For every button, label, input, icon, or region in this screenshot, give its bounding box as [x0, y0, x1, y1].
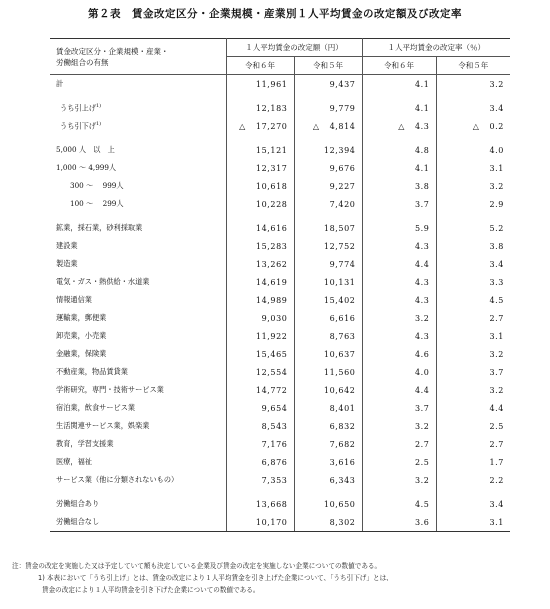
amount-group-header: １人平均賃金の改定額（円） — [226, 39, 362, 57]
cell-value: 3.2 — [489, 79, 504, 89]
wage-revision-table — [50, 38, 510, 532]
cell-value: 2.7 — [489, 313, 504, 323]
rate-r5-header: 令和５年 — [436, 57, 510, 75]
cell-value: 8,302 — [329, 517, 356, 527]
cell-a6 — [226, 513, 294, 532]
cell-value: 7,682 — [329, 439, 356, 449]
table-row — [50, 495, 510, 513]
cell-a5 — [294, 195, 362, 213]
cell-a5 — [294, 435, 362, 453]
cell-value: 12,752 — [323, 241, 356, 251]
amount-r6-header: 令和６年 — [226, 57, 294, 75]
cell-a6 — [226, 255, 294, 273]
cell-r5 — [436, 141, 510, 159]
note-line-3: 賃金の改定により１人平均賃金を引き下げた企業についての数値である。 — [42, 586, 260, 594]
cell-a5 — [294, 273, 362, 291]
cell-r5 — [436, 219, 510, 237]
cell-value: 3.8 — [414, 181, 430, 191]
cell-value: 14,989 — [255, 295, 288, 305]
cell-value: 2.5 — [414, 457, 430, 467]
cell-a6 — [226, 381, 294, 399]
cell-r6 — [362, 159, 436, 177]
cell-r6 — [362, 327, 436, 345]
cell-value: 4.5 — [414, 499, 430, 509]
cell-value: 1.7 — [489, 457, 504, 467]
cell-r5 — [436, 99, 510, 117]
cell-r5 — [436, 453, 510, 471]
table-row — [50, 453, 510, 471]
cell-value: 2.5 — [489, 421, 504, 431]
cell-a5 — [294, 117, 362, 135]
cell-value: 15,465 — [255, 349, 288, 359]
row-label: 建設業 — [56, 241, 78, 250]
table-row — [50, 75, 510, 94]
row-label: 計 — [56, 79, 64, 88]
cell-value: 3,616 — [329, 457, 356, 467]
row-label: 金融業，保険業 — [56, 349, 107, 358]
cell-value: 4.4 — [489, 403, 504, 413]
cell-a6 — [226, 273, 294, 291]
cell-value: 10,228 — [255, 199, 288, 209]
cell-value: 4.1 — [414, 103, 430, 113]
cell-value: 4.3 — [414, 241, 430, 251]
cell-r5 — [436, 417, 510, 435]
cell-value: 0.2 — [489, 121, 504, 131]
cell-value: 4.3 — [414, 121, 430, 131]
cell-r6 — [362, 345, 436, 363]
cell-r5 — [436, 177, 510, 195]
table-row — [50, 291, 510, 309]
cell-value: 3.1 — [489, 331, 504, 341]
table-row — [50, 195, 510, 213]
cell-a5 — [294, 345, 362, 363]
row-label: うち引下げ$^{1)}$ — [60, 120, 102, 131]
stub-header — [50, 39, 226, 75]
cell-a6 — [226, 453, 294, 471]
cell-a5 — [294, 513, 362, 532]
cell-a5 — [294, 327, 362, 345]
note-line-2: 1) 本表において「うち引上げ」とは、賃金の改定により１人平均賃金を引き上げた企業について、「うち引下げ」とは、 — [38, 574, 393, 582]
cell-r5 — [436, 495, 510, 513]
cell-value: 3.4 — [489, 103, 504, 113]
table-row — [50, 327, 510, 345]
row-label: 情報通信業 — [56, 295, 92, 304]
cell-r6 — [362, 495, 436, 513]
cell-value: 4,814 — [329, 121, 356, 131]
cell-r5 — [436, 273, 510, 291]
table-row — [50, 471, 510, 489]
table-row — [50, 399, 510, 417]
cell-value: 13,668 — [255, 499, 288, 509]
cell-r6 — [362, 291, 436, 309]
cell-r5 — [436, 381, 510, 399]
cell-value: 4.1 — [414, 163, 430, 173]
table-row — [50, 159, 510, 177]
row-label: 300 ～ 999人 — [70, 181, 124, 190]
cell-value: 3.6 — [414, 517, 430, 527]
row-label: 鉱業，採石業，砂利採取業 — [56, 223, 143, 232]
cell-a6 — [226, 363, 294, 381]
cell-a6 — [226, 471, 294, 489]
cell-value: 9,654 — [261, 403, 288, 413]
cell-a5 — [294, 159, 362, 177]
cell-a5 — [294, 255, 362, 273]
table-title: 第２表 賃金改定区分・企業規模・産業別１人平均賃金の改定額及び改定率 — [88, 8, 462, 20]
table-row — [50, 417, 510, 435]
cell-value: 11,560 — [323, 367, 356, 377]
row-label: 労働組合なし — [50, 513, 226, 532]
cell-a6 — [226, 141, 294, 159]
cell-r5 — [436, 327, 510, 345]
cell-value: 8,401 — [329, 403, 356, 413]
cell-value: 12,394 — [323, 145, 356, 155]
table-row — [50, 273, 510, 291]
footnote-marker: 1) — [95, 120, 102, 127]
cell-value: 3.2 — [414, 421, 430, 431]
cell-r6 — [362, 471, 436, 489]
cell-a6 — [226, 177, 294, 195]
cell-r6 — [362, 117, 436, 135]
table-row — [50, 99, 510, 117]
cell-a5 — [294, 141, 362, 159]
table-row — [50, 117, 510, 135]
cell-value: 14,619 — [255, 277, 288, 287]
row-label: 学術研究，専門・技術サービス業 — [56, 385, 164, 394]
cell-value: 13,262 — [255, 259, 288, 269]
cell-value: 12,183 — [255, 103, 288, 113]
cell-r5 — [436, 195, 510, 213]
cell-value: 9,437 — [329, 79, 356, 89]
cell-a5 — [294, 237, 362, 255]
cell-value: 12,317 — [255, 163, 288, 173]
cell-r6 — [362, 255, 436, 273]
table-row — [50, 381, 510, 399]
cell-value: 3.2 — [489, 385, 504, 395]
cell-r5 — [436, 513, 510, 532]
cell-r5 — [436, 75, 510, 94]
cell-a6 — [226, 75, 294, 94]
cell-a5 — [294, 417, 362, 435]
cell-value: 4.6 — [414, 349, 430, 359]
cell-value: 2.7 — [414, 439, 430, 449]
row-label: 100 ～ 299人 — [70, 199, 124, 208]
row-label: うち引上げ$^{1)}$ — [60, 102, 102, 113]
cell-r5 — [436, 291, 510, 309]
cell-r5 — [436, 399, 510, 417]
decrease-mark: △ — [398, 121, 405, 131]
table-row — [50, 435, 510, 453]
row-label: 医療，福祉 — [56, 457, 92, 466]
cell-a5 — [294, 291, 362, 309]
cell-a5 — [294, 381, 362, 399]
amount-r5-header: 令和５年 — [294, 57, 362, 75]
table-row — [50, 177, 510, 195]
cell-a6 — [226, 309, 294, 327]
footnotes — [12, 560, 542, 596]
table-row — [50, 219, 510, 237]
cell-a6 — [226, 159, 294, 177]
cell-value: 3.7 — [414, 199, 430, 209]
row-label: 運輸業，郵便業 — [56, 313, 107, 322]
cell-value: 4.3 — [414, 331, 430, 341]
stub-header-line1: 賃金改定区分・企業規模・産業・ — [56, 46, 169, 56]
table-row — [50, 513, 510, 532]
row-label: 生活関連サービス業，娯楽業 — [56, 421, 150, 430]
row-label: 製造業 — [56, 259, 78, 268]
cell-value: 10,170 — [255, 517, 288, 527]
cell-value: 14,616 — [255, 223, 288, 233]
decrease-mark: △ — [239, 121, 246, 131]
cell-value: 5.9 — [414, 223, 430, 233]
cell-value: 4.0 — [414, 367, 430, 377]
cell-r5 — [436, 471, 510, 489]
cell-value: 4.1 — [414, 79, 430, 89]
cell-value: 4.4 — [414, 385, 430, 395]
cell-value: 3.2 — [414, 475, 430, 485]
cell-value: 4.5 — [489, 295, 504, 305]
cell-r6 — [362, 273, 436, 291]
cell-a5 — [294, 495, 362, 513]
table-row — [50, 345, 510, 363]
cell-value: 3.2 — [414, 313, 430, 323]
cell-a6 — [226, 327, 294, 345]
cell-value: 4.8 — [414, 145, 430, 155]
cell-r6 — [362, 99, 436, 117]
cell-a5 — [294, 399, 362, 417]
table-row — [50, 255, 510, 273]
cell-value: 2.7 — [489, 439, 504, 449]
cell-r6 — [362, 363, 436, 381]
cell-value: 10,618 — [255, 181, 288, 191]
cell-value: 2.2 — [489, 475, 504, 485]
row-label: 労働組合あり — [56, 499, 100, 508]
cell-a5 — [294, 99, 362, 117]
row-label: 卸売業，小売業 — [56, 331, 107, 340]
cell-value: 6,616 — [329, 313, 356, 323]
cell-value: 7,420 — [329, 199, 356, 209]
cell-r6 — [362, 513, 436, 532]
cell-r6 — [362, 141, 436, 159]
cell-a6 — [226, 291, 294, 309]
cell-a6 — [226, 399, 294, 417]
cell-value: 17,270 — [255, 121, 288, 131]
cell-a6 — [226, 219, 294, 237]
row-label: 宿泊業，飲食サービス業 — [56, 403, 136, 412]
row-label: 1,000 ～ 4,999人 — [56, 163, 117, 172]
cell-value: 5.2 — [489, 223, 504, 233]
stub-header-line2: 労働組合の有無 — [56, 57, 109, 67]
cell-r5 — [436, 363, 510, 381]
cell-a5 — [294, 453, 362, 471]
cell-r6 — [362, 177, 436, 195]
rate-group-header: １人平均賃金の改定率（％） — [362, 39, 510, 57]
cell-a6 — [226, 345, 294, 363]
cell-value: 11,922 — [255, 331, 288, 341]
row-label: 電気・ガス・熱供給・水道業 — [56, 277, 150, 286]
cell-value: 3.7 — [489, 367, 504, 377]
cell-value: 11,961 — [255, 79, 288, 89]
cell-r6 — [362, 453, 436, 471]
decrease-mark: △ — [312, 121, 320, 131]
cell-value: 9,774 — [329, 259, 356, 269]
cell-value: 7,353 — [261, 475, 288, 485]
cell-value: 6,876 — [261, 457, 288, 467]
cell-value: 9,227 — [329, 181, 356, 191]
cell-r6 — [362, 381, 436, 399]
cell-a6 — [226, 99, 294, 117]
table-row — [50, 363, 510, 381]
cell-value: 6,832 — [329, 421, 356, 431]
cell-r6 — [362, 435, 436, 453]
cell-a6 — [226, 495, 294, 513]
footnote-marker: 1) — [95, 102, 102, 109]
cell-r5 — [436, 237, 510, 255]
cell-value: 18,507 — [323, 223, 356, 233]
cell-r6 — [362, 417, 436, 435]
cell-value: 10,650 — [323, 499, 356, 509]
cell-a6 — [226, 237, 294, 255]
cell-r5 — [436, 117, 510, 135]
cell-value: 14,772 — [255, 385, 288, 395]
decrease-mark: △ — [472, 121, 480, 131]
cell-a6 — [226, 117, 294, 135]
rate-r6-header: 令和６年 — [362, 57, 436, 75]
cell-a6 — [226, 195, 294, 213]
cell-a5 — [294, 219, 362, 237]
cell-r6 — [362, 219, 436, 237]
cell-value: 3.3 — [489, 277, 504, 287]
cell-value: 4.3 — [414, 295, 430, 305]
cell-value: 3.4 — [489, 499, 504, 509]
table-row — [50, 141, 510, 159]
cell-value: 3.4 — [489, 259, 504, 269]
cell-a5 — [294, 363, 362, 381]
cell-value: 2.9 — [489, 199, 504, 209]
table-body — [50, 75, 510, 532]
row-label: 教育，学習支援業 — [56, 439, 114, 448]
cell-r5 — [436, 435, 510, 453]
cell-r5 — [436, 309, 510, 327]
cell-a6 — [226, 417, 294, 435]
cell-value: 4.3 — [414, 277, 430, 287]
row-label: 5,000 人 以 上 — [56, 145, 115, 154]
cell-value: 3.7 — [414, 403, 430, 413]
cell-r5 — [436, 255, 510, 273]
cell-r6 — [362, 75, 436, 94]
cell-value: 4.0 — [489, 145, 504, 155]
table-row — [50, 237, 510, 255]
row-label: 不動産業，物品賃貸業 — [56, 367, 128, 376]
cell-value: 8,543 — [261, 421, 288, 431]
cell-a6 — [226, 435, 294, 453]
cell-value: 15,283 — [255, 241, 288, 251]
cell-value: 12,554 — [255, 367, 288, 377]
cell-value: 7,176 — [261, 439, 288, 449]
cell-a5 — [294, 177, 362, 195]
cell-a5 — [294, 471, 362, 489]
cell-value: 3.2 — [489, 181, 504, 191]
cell-a5 — [294, 75, 362, 94]
cell-value: 9,779 — [329, 103, 356, 113]
cell-r6 — [362, 399, 436, 417]
cell-r6 — [362, 195, 436, 213]
cell-value: 9,030 — [261, 313, 288, 323]
cell-value: 8,763 — [329, 331, 356, 341]
table-row — [50, 309, 510, 327]
cell-value: 15,402 — [323, 295, 356, 305]
cell-value: 3.1 — [489, 517, 504, 527]
cell-value: 3.1 — [489, 163, 504, 173]
cell-value: 10,131 — [323, 277, 356, 287]
note-line-1: 注：賃金の改定を実施した又は予定していて額も決定している企業及び賃金の改定を実施しない企業についての数値である。 — [12, 562, 382, 570]
cell-value: 9,676 — [329, 163, 356, 173]
cell-r6 — [362, 237, 436, 255]
cell-a5 — [294, 309, 362, 327]
cell-value: 10,637 — [323, 349, 356, 359]
cell-value: 10,642 — [323, 385, 356, 395]
cell-value: 4.4 — [414, 259, 430, 269]
cell-r5 — [436, 159, 510, 177]
cell-value: 6,343 — [329, 475, 356, 485]
row-label: サービス業（他に分類されないもの） — [56, 475, 179, 484]
cell-r6 — [362, 309, 436, 327]
cell-value: 15,121 — [255, 145, 288, 155]
cell-r5 — [436, 345, 510, 363]
cell-value: 3.2 — [489, 349, 504, 359]
cell-value: 3.8 — [489, 241, 504, 251]
